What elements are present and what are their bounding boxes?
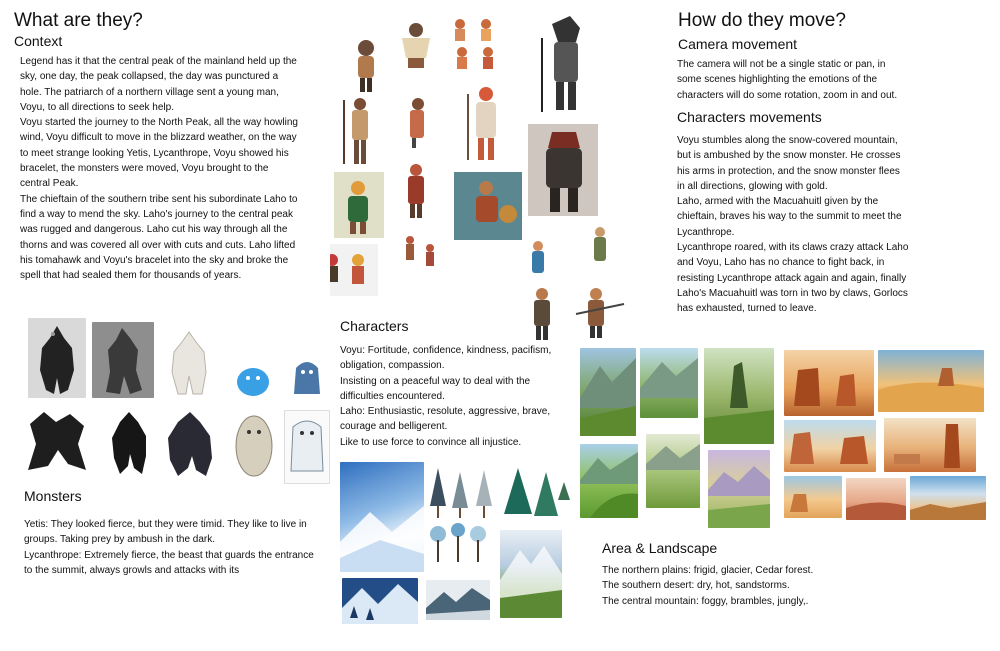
character-sketch [532, 227, 606, 273]
monsters-body [24, 517, 316, 578]
desert-landscape [784, 420, 876, 472]
werewolf-illustration [20, 404, 94, 476]
character-sketch [344, 98, 368, 164]
movement-line: Lycanthrope roared, with its claws crazy attack Laho and Voyu, Laho has no chance to fight back, in resisting Lycanthrope attack again and again, finally Laho's Macuahuitl was torn in two by claws, Gorlocs has exhausted, turned to leave. [677, 242, 909, 315]
camera-text: The camera will not be a single static or pan, in some scenes highlighting the emotions of the characters will do some rotation, zoom in and out. [677, 59, 898, 101]
characters-title: Characters [340, 318, 409, 334]
area-title: Area & Landscape [602, 540, 718, 556]
characters-body [340, 343, 568, 450]
desert-landscape [910, 476, 986, 520]
desert-landscape [884, 418, 976, 472]
characters-line: Voyu: Fortitude, confidence, kindness, pacifism, obligation, compassion. [340, 345, 552, 372]
character-sketch [406, 236, 434, 266]
tree-study [428, 520, 496, 570]
desert-landscape [784, 350, 874, 416]
context-paragraph: The chieftain of the southern tribe sent his subordinate Laho to find a way to mend the sky. Laho's journey to the central peak was rugged and dangerous. Laho cut his way through all the thorns and was covered all over with cuts and cuts. Laho lifted his tomahawk and Voyu's bracelet into the sky and broke the spell that had sealed them for thousands of years. [20, 193, 298, 282]
area-line: The southern desert: dry, hot, sandstorms. [602, 580, 790, 592]
context-body [20, 54, 298, 283]
movement-line: Laho, armed with the Macuahuitl given by the chieftain, braves his way to the summit to meet the Lycanthrope. [677, 196, 902, 238]
context-title: What are they? [14, 10, 143, 31]
character-sketch [455, 19, 493, 69]
characters-line: Insisting on a peaceful way to deal with the difficulties encountered. [340, 375, 531, 402]
character-sketch [402, 23, 430, 68]
tree-study [428, 466, 496, 522]
character-sketch [534, 288, 550, 340]
character-sketch [408, 164, 424, 218]
yeti-illustration [284, 410, 330, 484]
context-subtitle: Context [14, 33, 63, 49]
character-sketch [334, 172, 384, 238]
movement-title: How do they move? [678, 10, 846, 31]
characters-movements-title: Characters movements [677, 109, 822, 125]
character-sketch-collage [330, 8, 630, 348]
character-sketch [528, 124, 598, 216]
character-sketch [468, 87, 496, 160]
character-sketch [454, 172, 522, 240]
desert-landscape [846, 478, 906, 520]
werewolf-illustration [158, 408, 222, 480]
context-paragraph: Voyu started the journey to the North Peak, all the way howling wind, Voyu difficult to move in the blizzard weather, on the way to meet strange looking Yetis, Lycanthrope, Voyu showed his bracelet, the monsters were moved, Voyu brought to the central Peak. [20, 117, 298, 190]
characters-line: Like to use force to convince all injustice. [340, 436, 522, 448]
character-sketch [542, 16, 580, 112]
area-body [602, 563, 862, 609]
green-mountain-landscape [708, 450, 770, 528]
area-line: The northern plains: frigid, glacier, Cedar forest. [602, 565, 814, 576]
desert-landscape [878, 350, 984, 412]
character-sketch [410, 98, 424, 148]
monsters-line: Lycanthrope: Extremely fierce, the beast that guards the entrance to the summit, always growls and attacks with its [24, 549, 314, 576]
werewolf-illustration [162, 328, 216, 398]
werewolf-illustration [104, 408, 154, 476]
tree-study [500, 466, 572, 522]
character-sketch [576, 288, 624, 338]
green-mountain-landscape [580, 348, 636, 436]
yeti-illustration [232, 410, 276, 482]
character-sketch [330, 244, 378, 296]
desert-landscape [784, 476, 842, 518]
green-mountain-landscape [704, 348, 774, 444]
werewolf-illustration [92, 322, 154, 398]
monsters-title: Monsters [24, 488, 82, 504]
camera-title: Camera movement [678, 36, 798, 52]
snow-landscape [340, 462, 424, 572]
yeti-illustration [234, 362, 272, 398]
green-mountain-landscape [640, 348, 698, 418]
yeti-illustration [290, 356, 324, 400]
werewolf-illustration [28, 318, 86, 398]
snow-landscape [500, 530, 562, 618]
movement-line: Voyu stumbles along the snow-covered mountain, but is ambushed by the snow monster. He crosses his arms in protection, and the snow monster flees in all directions, glowing with gold. [677, 135, 901, 192]
area-line: The central mountain: foggy, brambles, jungly,. [602, 595, 809, 607]
snow-landscape [342, 578, 418, 624]
snow-landscape [426, 580, 490, 620]
monsters-line: Yetis: They looked fierce, but they were timid. They like to live in groups. Taking prey by ambush in the dark. [24, 519, 307, 546]
green-mountain-landscape [646, 434, 700, 508]
context-paragraph: Legend has it that the central peak of the mainland held up the sky, one day, the peak collapsed, the day was punctured a hole. The patriarch of a northern village sent a young man, Voyu, to all directions to seek help. [20, 56, 297, 113]
green-mountain-landscape [580, 444, 638, 518]
characters-line: Laho: Enthusiastic, resolute, aggressive, brave, courage and belligerent. [340, 406, 551, 433]
characters-movements-body [677, 133, 909, 317]
character-sketch [358, 40, 374, 92]
